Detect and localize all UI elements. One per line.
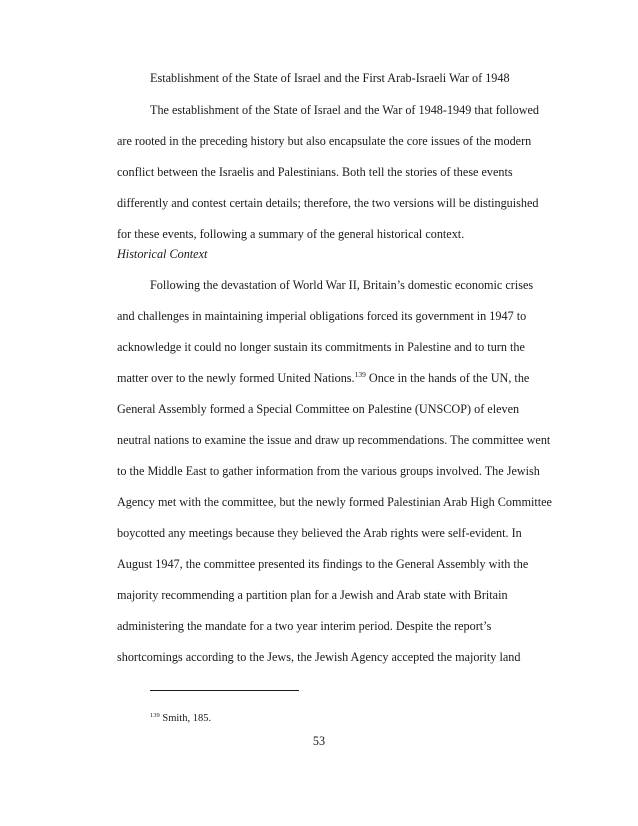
paragraph-line: August 1947, the committee presented its findings to the General Assembly with the bbox=[117, 557, 529, 571]
paragraph-line: General Assembly formed a Special Committee on Palestine (UNSCOP) of eleven bbox=[117, 402, 520, 416]
footnote-reference[interactable]: 139 bbox=[354, 370, 366, 379]
footnote bbox=[150, 712, 211, 726]
line-text: Once in the hands of the UN, the bbox=[365, 371, 530, 385]
paragraph-line: Agency met with the committee, but the newly formed Palestinian Arab High Committee bbox=[117, 495, 552, 509]
paragraph-line: Following the devastation of World War II, Britain’s domestic economic crises bbox=[150, 278, 534, 292]
footnote-divider bbox=[150, 690, 299, 691]
footnote-number: 139 bbox=[150, 712, 160, 719]
paragraph-line: differently and contest certain details; therefore, the two versions will be distinguished bbox=[117, 196, 539, 210]
paragraph-line: are rooted in the preceding history but also encapsulate the core issues of the modern bbox=[117, 134, 532, 148]
section-heading: Establishment of the State of Israel and the First Arab-Israeli War of 1948 bbox=[150, 71, 510, 85]
paragraph-line: The establishment of the State of Israel and the War of 1948-1949 that followed bbox=[150, 103, 540, 117]
page-number: 53 bbox=[312, 734, 326, 748]
paragraph-line: neutral nations to examine the issue and draw up recommendations. The committee went bbox=[117, 433, 551, 447]
paragraph-line: to the Middle East to gather information from the various groups involved. The Jewish bbox=[117, 464, 540, 478]
paragraph-line: boycotted any meetings because they believed the Arab rights were self-evident. In bbox=[117, 526, 522, 540]
paragraph-line bbox=[117, 370, 529, 386]
subsection-heading: Historical Context bbox=[117, 247, 208, 261]
paragraph-line: administering the mandate for a two year interim period. Despite the report’s bbox=[117, 619, 492, 633]
paragraph-line: conflict between the Israelis and Palestinians. Both tell the stories of these events bbox=[117, 165, 513, 179]
footnote-text: Smith, 185. bbox=[159, 713, 212, 724]
paragraph-line: for these events, following a summary of the general historical context. bbox=[117, 227, 465, 241]
paragraph-line: acknowledge it could no longer sustain its commitments in Palestine and to turn the bbox=[117, 340, 525, 354]
paragraph-line: majority recommending a partition plan for a Jewish and Arab state with Britain bbox=[117, 588, 508, 602]
line-text: matter over to the newly formed United Nations. bbox=[117, 371, 355, 385]
paragraph-line: shortcomings according to the Jews, the Jewish Agency accepted the majority land bbox=[117, 650, 521, 664]
paragraph-line: and challenges in maintaining imperial obligations forced its government in 1947 to bbox=[117, 309, 527, 323]
